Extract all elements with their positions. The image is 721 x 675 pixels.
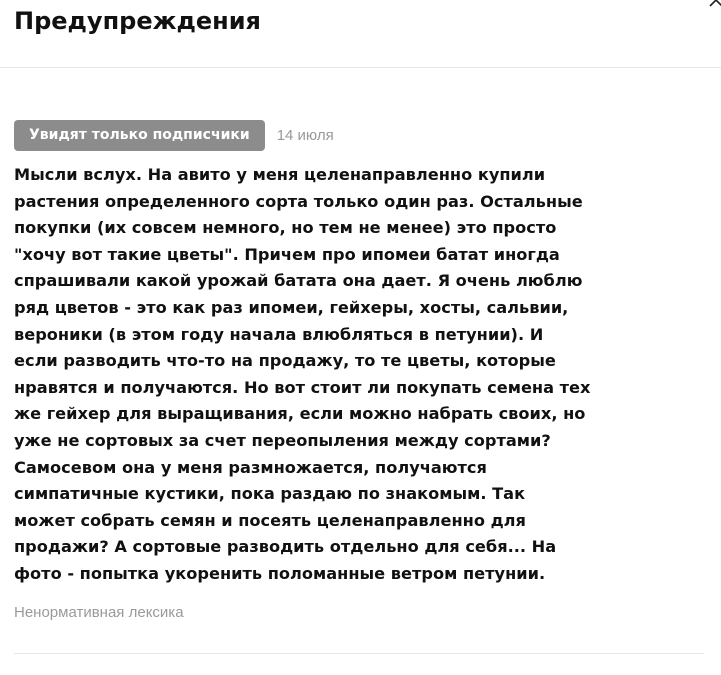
post-meta: [14, 120, 334, 151]
post-body-line: же гейхер для выращивания, если можно набрать своих, но: [14, 404, 586, 424]
post-body-line: Мысли вслух. На авито у меня целенаправленно купили: [14, 165, 546, 184]
visibility-badge[interactable]: Увидят только подписчики: [14, 120, 265, 151]
page-title: Предупреждения: [14, 7, 261, 35]
post-body-line: фото - попытка укоренить поломанные ветром петунии.: [14, 563, 546, 583]
post-body-line: покупки (их совсем немного, но тем не менее) это просто: [14, 218, 557, 238]
post-body-line: симпатичные кустики, пока раздаю по знакомым. Так: [14, 484, 526, 504]
post-body-line: уже не сортовых за счет переопыления между сортами?: [14, 430, 551, 450]
divider: [14, 653, 704, 654]
header: [0, 0, 721, 68]
profanity-warning-label[interactable]: Ненормативная лексика: [14, 604, 184, 621]
post-body-line: "хочу вот такие цветы". Причем про ипомеи батат иногда: [14, 244, 560, 264]
post-body-line: нравятся и получаются. Но вот стоит ли покупать семена тех: [14, 377, 591, 397]
post-body-line: продажи? А сортовые разводить отдельно для себя... На: [14, 537, 557, 557]
post-body-line: растения определенного сорта только один раз. Остальные: [14, 191, 583, 211]
post-body-line: Самосевом она у меня размножается, получаются: [14, 457, 487, 477]
post-body-line: вероники (в этом году начала влюбляться в петунии). И: [14, 324, 544, 344]
post-date: 14 июля: [276, 127, 334, 144]
post-body-line: ряд цветов - это как раз ипомеи, гейхеры, хосты, сальвии,: [14, 297, 569, 317]
post-body: [14, 162, 634, 588]
chevron-up-icon[interactable]: [707, 0, 721, 12]
post-body-line: спрашивали какой урожай батата она дает. Я очень люблю: [14, 271, 583, 291]
post-body-line: если разводить что-то на продажу, то те цветы, которые: [14, 351, 556, 371]
post-body-line: может собрать семян и посеять целенаправленно для: [14, 510, 526, 530]
